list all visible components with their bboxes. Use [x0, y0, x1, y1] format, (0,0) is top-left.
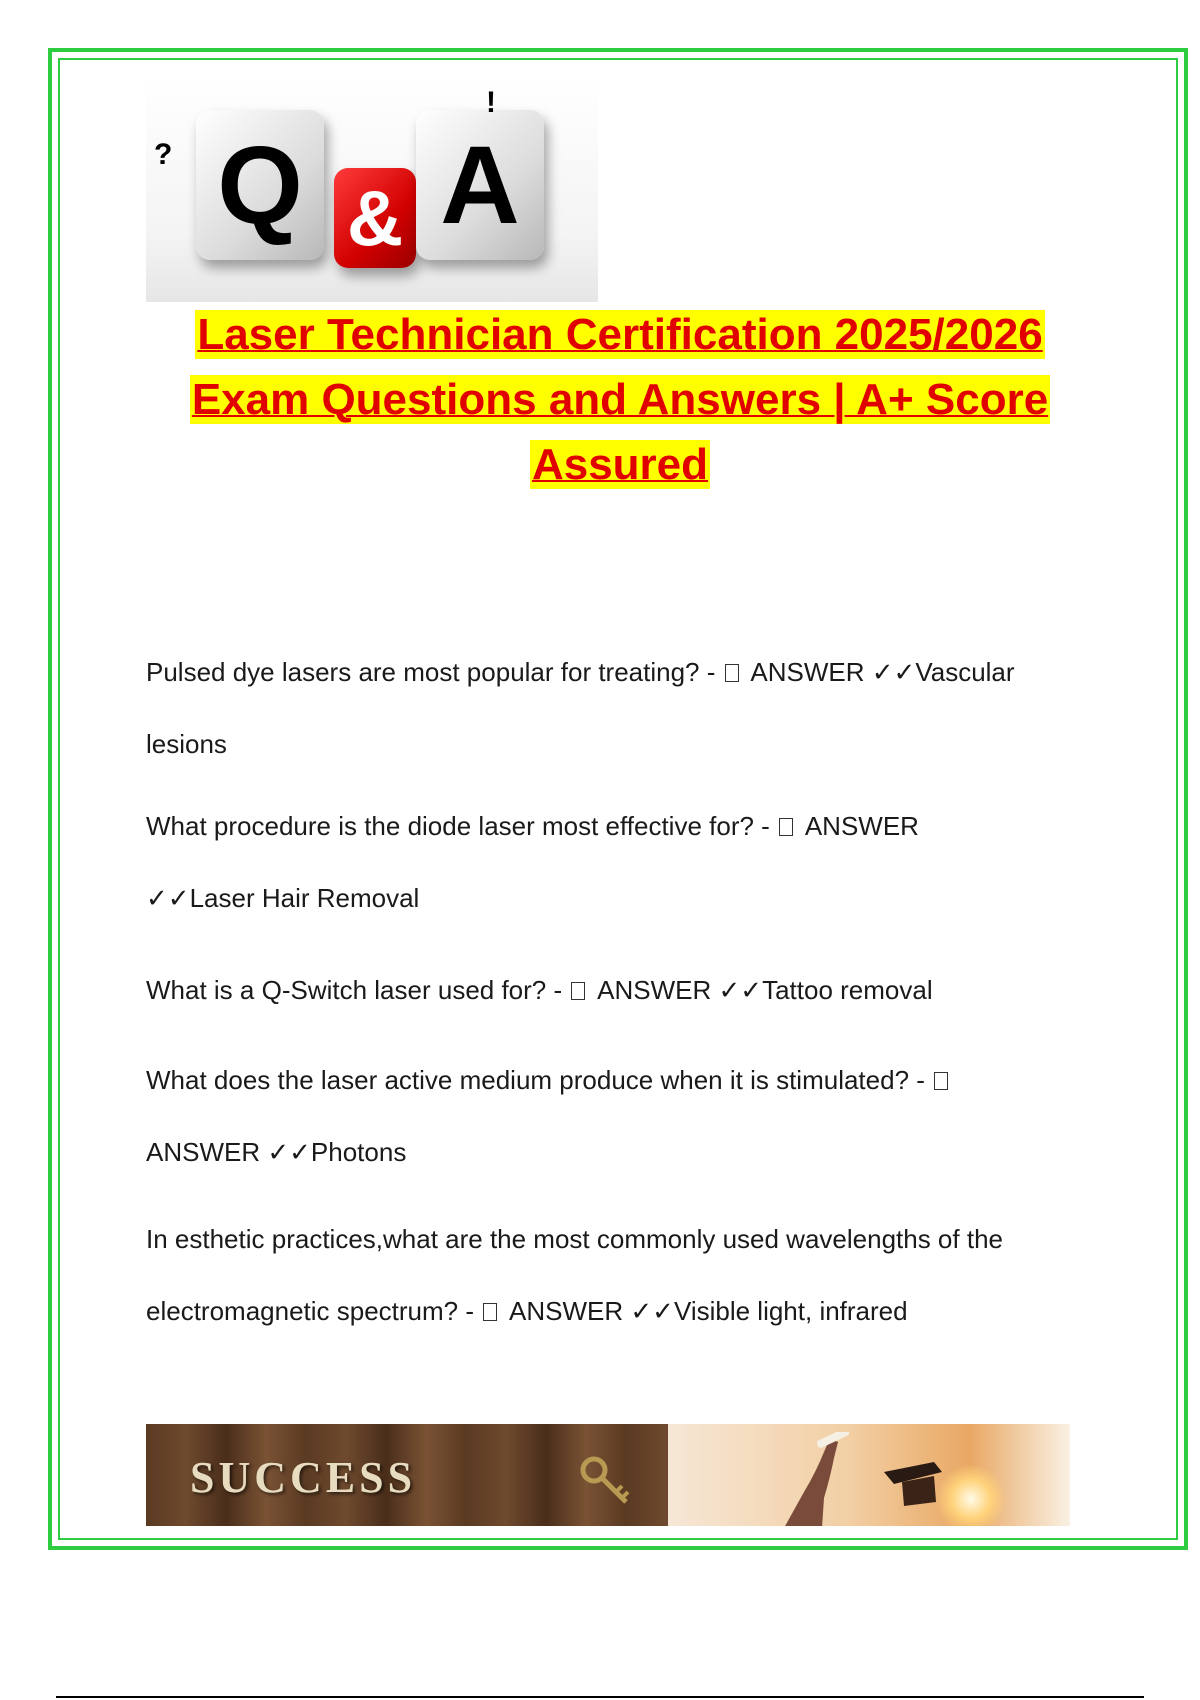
a-die-letter: A [440, 123, 520, 247]
qa-item [146, 1044, 1106, 1188]
placeholder-box-icon [779, 818, 793, 836]
footer-divider [56, 1696, 1144, 1698]
question-text: Pulsed dye lasers are most popular for treating? - [146, 657, 723, 687]
title-line-1: Laser Technician Certification 2025/2026 [197, 310, 1043, 359]
wood-panel [146, 1424, 668, 1526]
answer-text: ANSWER ✓✓Photons [146, 1137, 407, 1167]
key-icon [578, 1454, 632, 1508]
question-text-continued: electromagnetic spectrum? - [146, 1296, 482, 1326]
qa-item [146, 790, 1106, 934]
a-die [416, 110, 544, 260]
qa-item [146, 636, 1106, 780]
success-banner-image [146, 1424, 1070, 1526]
title-line-2: Exam Questions and Answers | A+ Score [191, 375, 1049, 424]
exclamation-mark-icon: ! [486, 86, 496, 119]
ampersand-die-letter: & [346, 173, 404, 262]
qa-item [146, 1203, 1106, 1347]
answer-text: ANSWER ✓✓Visible light, infrared [503, 1296, 908, 1326]
placeholder-box-icon [934, 1072, 948, 1090]
qa-item [146, 954, 1106, 1026]
success-banner-text: SUCCESS [190, 1453, 417, 1502]
qa-dice-image [146, 76, 598, 302]
q-die-letter: Q [217, 123, 303, 247]
answer-label: ANSWER [799, 811, 919, 841]
graduate-silhouette-icon [764, 1432, 954, 1526]
placeholder-box-icon [571, 982, 585, 1000]
q-die [196, 110, 324, 260]
answer-text: ANSWER ✓✓Vascular [744, 657, 1015, 687]
title-line-3: Assured [531, 440, 709, 489]
question-text: What does the laser active medium produce when it is stimulated? - [146, 1065, 933, 1095]
placeholder-box-icon [483, 1303, 497, 1321]
graduation-sunset-photo [668, 1424, 1070, 1526]
answer-text: ✓✓Laser Hair Removal [146, 883, 420, 913]
question-text: In esthetic practices,what are the most commonly used wavelengths of the [146, 1224, 1003, 1254]
answer-text-continued: lesions [146, 729, 227, 759]
question-mark-icon: ? [154, 138, 173, 171]
answer-text: ANSWER ✓✓Tattoo removal [591, 975, 933, 1005]
document-title [140, 302, 1100, 497]
placeholder-box-icon [725, 664, 739, 682]
question-text: What procedure is the diode laser most effective for? - [146, 811, 778, 841]
question-text: What is a Q-Switch laser used for? - [146, 975, 570, 1005]
ampersand-die [334, 168, 416, 268]
